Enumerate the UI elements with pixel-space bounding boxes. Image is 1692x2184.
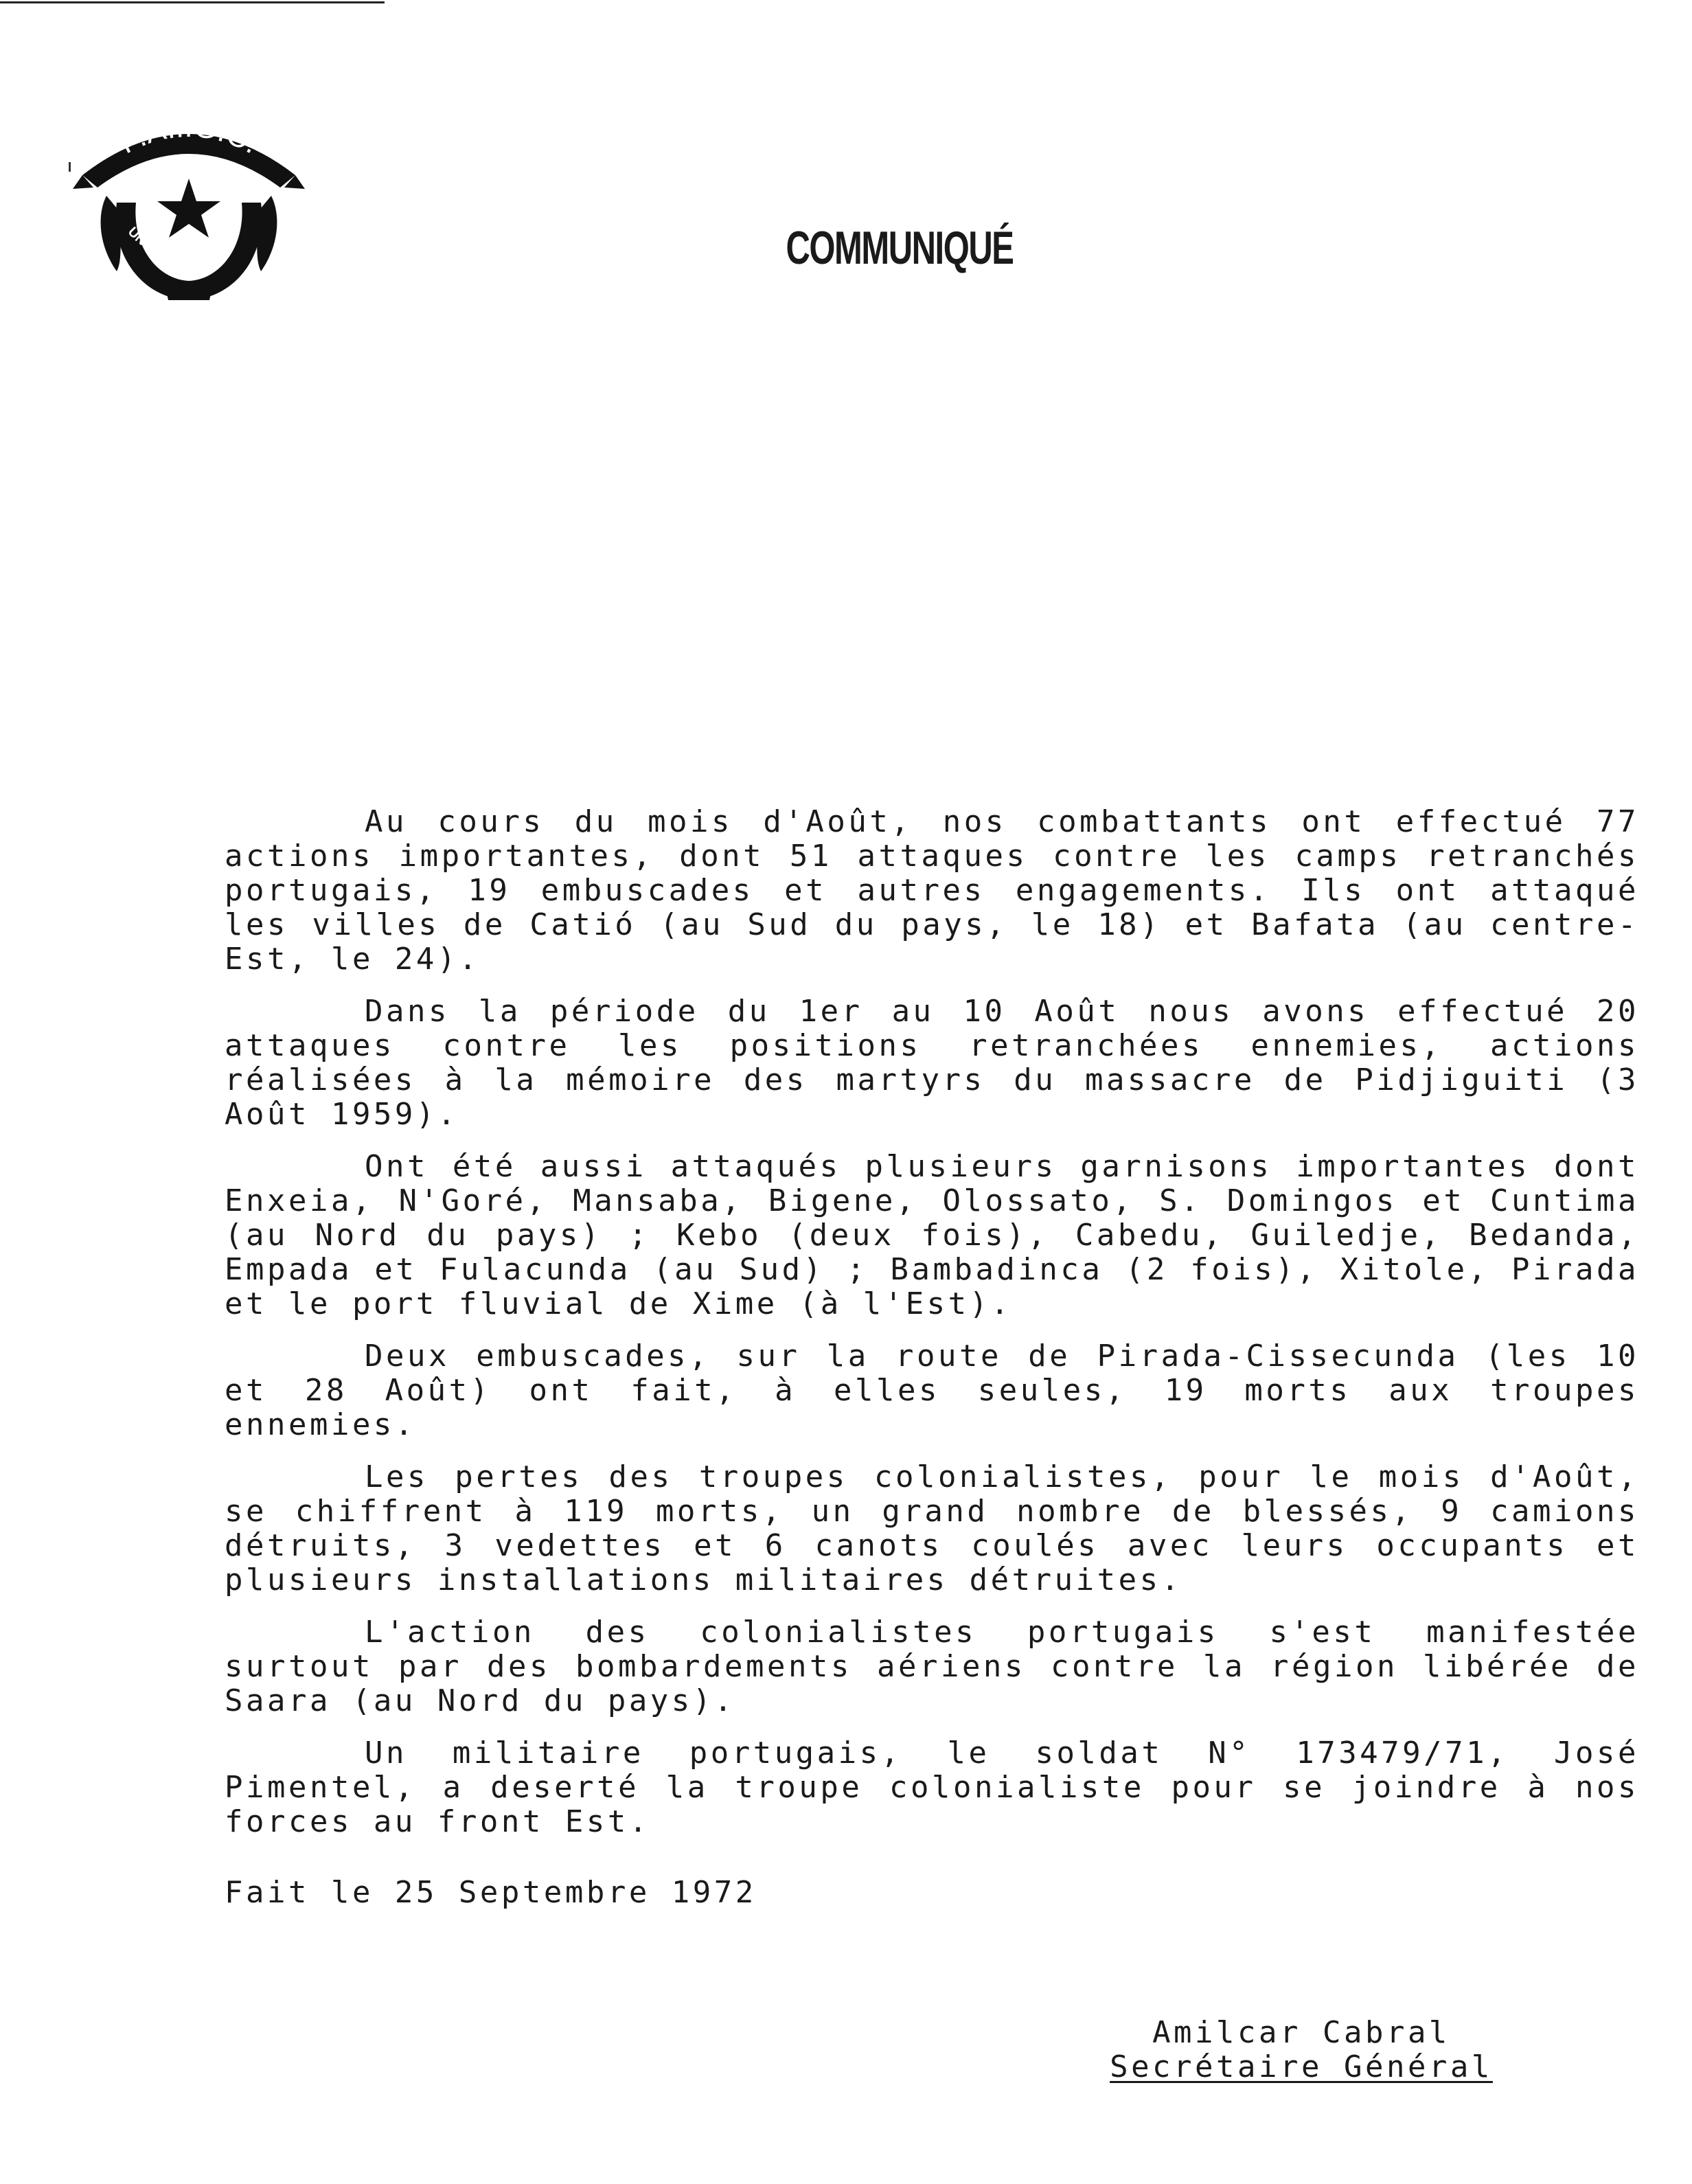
paragraph-5: Les pertes des troupes colonialistes, pour le mois d'Août, se chiffrent à 119 morts, un grand nombre de blessés, 9 camions détruits, 3 vedettes et 6 canots coulés avec leurs occupants et plusieurs installations militaires détruites. [225, 1459, 1639, 1597]
logo-banner-text: P.A.I.G.C. [113, 109, 264, 161]
communique-body [225, 805, 1639, 1857]
logo-motto: UNIDADE E LUTA [124, 224, 232, 263]
top-rule [0, 1, 385, 3]
paragraph-6: L'action des colonialistes portugais s'est manifestée surtout par des bombardements aériens contre la région libérée de Saara (au Nord du pays). [225, 1615, 1639, 1718]
date-line: Fait le 25 Septembre 1972 [225, 1875, 757, 1910]
page-title: COMMUNIQUÉ [786, 222, 1014, 274]
signatory-role: Secrétaire Général [1110, 2049, 1493, 2084]
paragraph-4: Deux embuscades, sur la route de Pirada-Cissecunda (les 10 et 28 Août) ont fait, à elles seules, 19 morts aux troupes ennemies. [225, 1339, 1639, 1442]
star-icon [157, 179, 220, 238]
paragraph-2: Dans la période du 1er au 10 Août nous avons effectué 20 attaques contre les positions retranchées ennemies, actions réalisées à la mémoire des martyrs du massacre de Pidjiguiti (3 Août 1959). [225, 994, 1639, 1132]
signatory-name: Amilcar Cabral [1152, 2015, 1450, 2050]
paragraph-3: Ont été aussi attaqués plusieurs garnisons importantes dont Enxeia, N'Goré, Mansaba, Bigene, Olossato, S. Domingos et Cuntima (au Nord du pays) ; Kebo (deux fois), Cabedu, Guiledje, Bedanda, Empada et Fulacunda (au Sud) ; Bambadinca (2 fois), Xitole, Pirada et le port fluvial de Xime (à l'Est). [225, 1149, 1639, 1321]
paragraph-7: Un militaire portugais, le soldat N° 173479/71, José Pimentel, a deserté la troupe colonialiste pour se joindre à nos forces au front Est. [225, 1736, 1639, 1839]
signature-block [1109, 2016, 1494, 2084]
paigc-logo [69, 100, 309, 312]
paragraph-1: Au cours du mois d'Août, nos combattants ont effectué 77 actions importantes, dont 51 attaques contre les camps retranchés portugais, 19 embuscades et autres engagements. Ils ont attaqué les villes de Catió (au Sud du pays, le 18) et Bafata (au centre-Est, le 24). [225, 804, 1639, 977]
